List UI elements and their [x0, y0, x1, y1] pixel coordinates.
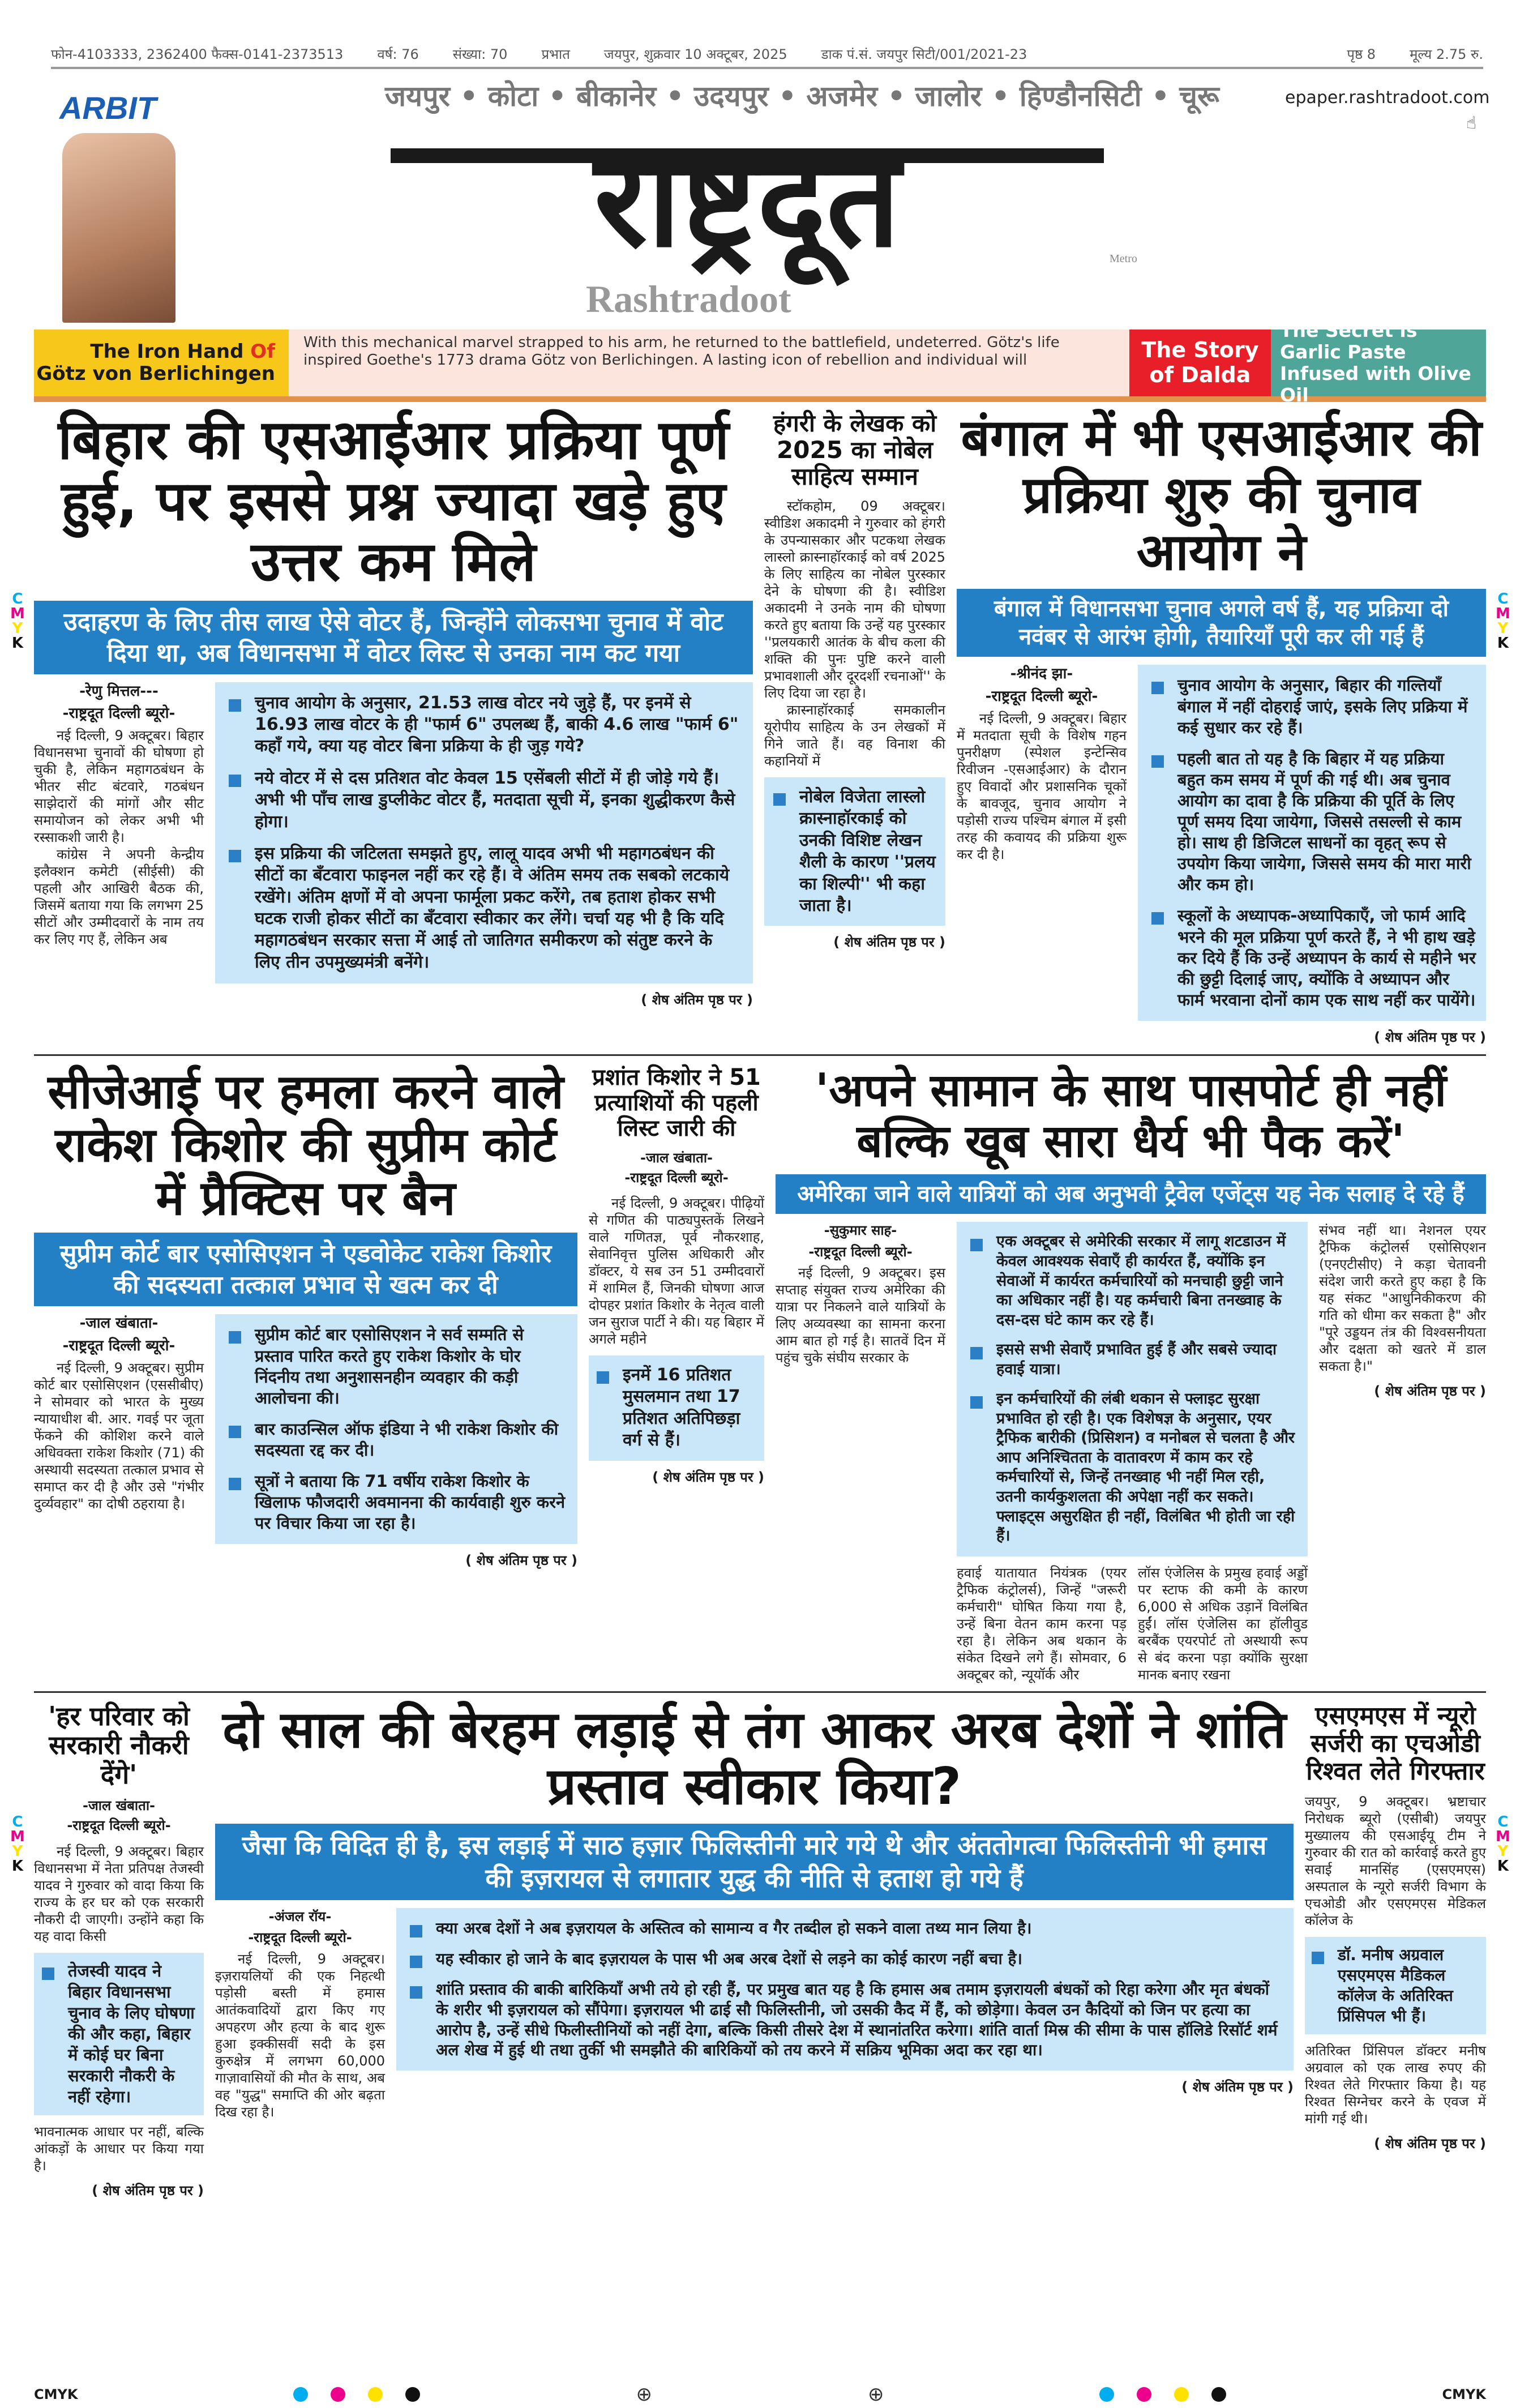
highlights-box — [1138, 665, 1486, 1021]
highlight: इन कर्मचारियों की लंबी थकान से फ्लाइट सुरक्षा प्रभावित हो रही है। एक विशेषज्ञ के अनुसार, एयर ट्रैफिक बारीकी (प्रिसिशन) व मनोबल से चलता है और आप अनिश्चितता के वातावरण में काम कर रहे कर्मचारियों से, जिन्हें तनख्वाह भी नहीं मिल रही, उतनी कार्यकुशलता की अपेक्षा नहीं कर सकते। फ्लाइट्स असुरक्षित ही नहीं, विलंबित भी होती जा रही हैं। — [967, 1389, 1297, 1546]
highlight: यह स्वीकार हो जाने के बाद इज़रायल के पास भी अब अरब देशों से लड़ने का कोई कारण नहीं बचा है। — [406, 1949, 1283, 1969]
headline[interactable]: प्रशांत किशोर ने 51 प्रत्याशियों की पहली लिस्ट जारी की — [592, 1064, 761, 1141]
highlight: स्कूलों के अध्यापक-अध्यापिकाएँ, जो फार्म आदि भरने की मूल प्रक्रिया पूर्ण करते हैं, ने भी हाथ खड़े कर दिये हैं कि उन्हें अध्यापन के कार्य से महीने भर की छुट्टी दिलाई जाए, क्योंकि वे अध्यापन और फार्म भरवाना दोनों काम एक साथ नहीं कर पायेंगे। — [1148, 905, 1476, 1011]
deck: उदाहरण के लिए तीस लाख ऐसे वोटर हैं, जिन्होंने लोकसभा चुनाव में वोट दिया था, अब विधानसभा में वोटर लिस्ट से उनका नाम कट गया — [34, 601, 753, 674]
article-bihar-sir — [34, 410, 753, 1009]
highlight: सूत्रों ने बताया कि 71 वर्षीय राकेश किशोर के खिलाफ फौजदारी अवमानना की कार्यवाही शुरु करने पर विचार किया जा रहा है। — [225, 1471, 567, 1534]
page-count: पृष्ठ 8 — [1347, 46, 1376, 62]
highlight: नये वोटर में से दस प्रतिशत वोट केवल 15 एसेंबली सीटों में ही जोड़े गये हैं। अभी भी पाँच लाख डुप्लीकेट वोटर हैं, मतदाता सूची में, इनका शुद्धीकरण कैसे होगा। — [225, 768, 743, 833]
highlights-box — [1305, 1937, 1486, 2034]
promo-of: Of — [250, 340, 275, 363]
pointer-hand-icon: ☝ — [1466, 113, 1477, 133]
year: वर्ष: 76 — [377, 46, 419, 62]
deck: बंगाल में विधानसभा चुनाव अगले वर्ष हैं, यह प्रक्रिया दो नवंबर से आरंभ होगी, तैयारियाँ पूरी कर ली गई हैं — [957, 589, 1486, 657]
article-sms-bribe — [1305, 1702, 1486, 2153]
english-title: Rashtradoot — [586, 277, 791, 320]
deck: जैसा कि विदित ही है, इस लड़ाई में साठ हज़ार फिलिस्तीनी मारे गये थे और अंततोगत्वा फिलिस्तीनी भी हमास की इज़रायल से लगातार युद्ध की नीति से हताश हो गये हैं — [215, 1824, 1294, 1900]
highlight: तेजस्वी यादव ने बिहार विधानसभा चुनाव के लिए घोषणा की और कहा, बिहार में कोई घर बिना सरकारी नौकरी के नहीं रहेगा। — [38, 1961, 199, 2108]
highlight: शांति प्रस्ताव की बाकी बारिकियाँ अभी तये हो रही हैं, पर प्रमुख बात यह है कि हमास अब तमाम इज़रायली बंधकों को रिहा करेगा और मृत बंधकों के शरीर भी इज़रायल को सौंपेगा। इज़रायल भी ढाई सौ फिलिस्तीनी, जो उसकी कैद में हैं, को छोड़ेगा। केवल उन कैदियों को जिन पर हत्या का आरोप है, उन्हें सीधे फिलीस्तीनियों को नहीं देगा, बल्कि किसी तीसरे देश में स्थानांतरित करेगा। शांति वार्ता मिस्र की सीमा के पास हॉलिडे रिसॉर्ट शर्म अल शेख में हुई थी तथा तुर्की भी समझौते की बारिकियों को तय करने में सक्रिय भूमिका अदा कर रहा था। — [406, 1979, 1283, 2060]
article-nobel — [764, 410, 945, 952]
section-middle — [34, 1054, 1486, 1691]
epaper-link[interactable]: epaper.rashtradoot.com — [1285, 88, 1490, 108]
metro-label: Metro — [1110, 253, 1137, 265]
highlight: इससे सभी सेवाएँ प्रभावित हुई हैं और सबसे ज्यादा हवाई यात्रा। — [967, 1340, 1297, 1379]
highlights-box — [396, 1908, 1294, 2071]
section-top — [34, 410, 1486, 1054]
article-body: भावनात्मक आधार पर नहीं, बल्कि आंकड़ों के आधार पर किया गया है। — [34, 2124, 204, 2174]
promo-subtitle: Götz von Berlichingen — [36, 362, 275, 385]
highlights-box — [589, 1355, 764, 1461]
continued-note[interactable]: ( शेष अंतिम पृष्ठ पर ) — [641, 992, 753, 1008]
continued-note[interactable]: ( शेष अंतिम पृष्ठ पर ) — [652, 1469, 764, 1485]
article-body: नई दिल्ली, 9 अक्टूबर। बिहार में मतदाता सूची के विशेष गहन पुनरीक्षण (स्पेशल इन्टेन्सिव रिवीजन -एसआईआर) के दौरान हुए विवादों और प्रशासनिक चूकों के बावजूद, चुनाव आयोग ने पड़ोसी राज्य पश्चिम बंगाल में इसी तरह की कवायद की प्रक्रिया शुरू कर दी है। — [957, 710, 1127, 862]
date: जयपुर, शुक्रवार 10 अक्टूबर, 2025 — [603, 46, 787, 62]
cmyk-label: CMYK — [34, 2386, 78, 2402]
highlight: एक अक्टूबर से अमेरिकी सरकार में लागू शटडाउन में केवल आवश्यक सेवाएँ ही कार्यरत हैं, क्योंकि इन सेवाओं में कार्यरत कर्मचारियों को मनचाही छुट्टी जाने का अधिकार नहीं है। यह कर्मचारी बिना तनख्वाह के दस-दस घंटे काम कर रहे हैं। — [967, 1232, 1297, 1330]
byline: -जाल खंबाता- -राष्ट्रदूत दिल्ली ब्यूरो- — [67, 1798, 171, 1834]
article-body: स्टॉकहोम, 09 अक्टूबर। स्वीडिश अकादमी ने गुरुवार को हंगरी के उपन्यासकार और पटकथा लेखक लास्लो क्रास्नाहॉरकाई को वर्ष 2025 के लिए साहित्य का नोबेल पुरस्कार देने के घोषणा की है। स्वीडिश अकादमी ने उनके नाम की घोषणा करते हुए बताया कि उन्हें यह पुरस्कार ''प्रलयकारी आतंक के बीच कला की शक्ति की पुनः पुष्टि करने वाली प्रभावशाली और दूरदर्शी रचनाओं'' के लिए दिया जा रहा है। क्रास्नाहॉरकाई समकालीन यूरोपीय साहित्य के उन लेखकों में गिने जाते हैं। वह विनाश की कहानियों में — [764, 498, 945, 769]
article-tejashwi — [34, 1702, 204, 2200]
price: मूल्य 2.75 रु. — [1410, 46, 1483, 62]
yellow-dot — [368, 2387, 383, 2402]
cyan-dot — [1099, 2387, 1114, 2402]
article-body: नई दिल्ली, 9 अक्टूबर। बिहार विधानसभा में नेता प्रतिपक्ष तेजस्वी यादव ने गुरुवार को वादा किया कि राज्य के हर घर को एक सरकारी नौकरी दी जाएगी। उन्होंने कहा कि यह वादा किसी — [34, 1843, 204, 1944]
promo-title: The Iron Hand — [90, 340, 244, 363]
article-body: अतिरिक्त प्रिंसिपल डॉक्टर मनीष अग्रवाल को एक लाख रुपए की रिश्वत लेते गिरफ्तार किया है। यह रिश्वत सिग्नेचर करने के एवज में मांगी गई थी। — [1305, 2042, 1486, 2127]
article-body: नई दिल्ली, 9 अक्टूबर। बिहार विधानसभा चुनावों की घोषणा हो चुकी है, लेकिन महागठबंधन के भीतर सीट बंटवारे, गठबंधन साझेदारों की मांगों और सीट समायोजन को लेकर अभी भी रस्साकशी जारी है। कांग्रेस ने अपनी केन्द्रीय इलैक्शन कमेटी (सीईसी) की पहली और आखिरी बैठक की, जिसमें बताया गया कि लगभग 25 सीटों और उम्मीदवारों के नाम तय कर लिए गए हैं, लेकिन अब — [34, 728, 204, 948]
byline: -जाल खंबाता- -राष्ट्रदूत दिल्ली ब्यूरो- नई दिल्ली, 9 अक्टूबर। सुप्रीम कोर्ट बार एसोसिएशन (एससीबीए) ने सोमवार को भारत के मुख्य न्यायाधीश बी. आर. गवई पर जूता फेंकने की कोशिश करने वाले अधिवक्ता राकेश किशोर (71) की अस्थायी सदस्यता तत्काल प्रभाव से समाप्त कर दी है और उसे "गंभीर दुर्व्यवहार" का दोषी ठहराया है। — [34, 1315, 204, 1512]
article-body: नई दिल्ली, 9 अक्टूबर। इज़रायलियों की एक निहत्थी पड़ोसी बस्ती में हमास आतंकवादियों द्वारा किए गए अपहरण और हत्या के बाद शुरू हुआ इक्कीसवीं सदी के इस कुरुक्षेत्र में लगभग 60,000 गाज़ावासियों की मौत के साथ, अब वह "युद्ध" समाप्ति की ओर बढ़ता दिख रहा है। — [215, 1951, 385, 2120]
garlic-promo[interactable]: The Secret is Garlic Paste Infused with Olive Oil — [1271, 330, 1486, 396]
article-body: जयपुर, 9 अक्टूबर। भ्रष्टाचार निरोधक ब्यूरो (एसीबी) जयपुर मुख्यालय की एसआईयू टीम ने गुरुवार की रात को कार्रवाई करते हुए सवाई मानसिंह (एसएमएस) अस्पताल के न्यूरो सर्जरी विभाग के एचओडी और एसएमएस मेडिकल कॉलेज के — [1305, 1794, 1486, 1929]
postal-reg: डाक पं.सं. जयपुर सिटी/001/2021-23 — [821, 46, 1027, 62]
continued-note[interactable]: ( शेष अंतिम पृष्ठ पर ) — [833, 934, 945, 951]
highlight: क्या अरब देशों ने अब इज़रायल के अस्तित्व को सामान्य व गैर तब्दील हो सकने वाला तथ्य मान लिया है। — [406, 1918, 1283, 1939]
highlight: बार काउन्सिल ऑफ इंडिया ने भी राकेश किशोर की सदस्यता रद्द कर दी। — [225, 1419, 567, 1461]
highlight: चुनाव आयोग के अनुसार, बिहार की गल्तियाँ बंगाल में नहीं दोहराई जाएं, इसके लिए प्रक्रिया में कई सुधार कर रहे हैं। — [1148, 675, 1476, 738]
article-body: लॉस एंजेलिस के प्रमुख हवाई अड्डों पर स्टाफ की कमी के कारण 6,000 से अधिक उड़ानें विलंबित हुईं। लॉस एंजेलिस का हॉलीवुड बरबैंक एयरपोर्ट तो अस्थायी रूप से बंद करना पड़ा क्योंकि सुरक्षा मानक बनाए रखना — [1138, 1564, 1308, 1683]
highlight: डॉ. मनीष अग्रवाल एसएमएस मैडिकल कॉलेज के अतिरिक्त प्रिंसिपल भी हैं। — [1308, 1945, 1483, 2026]
iron-hand-promo[interactable] — [34, 330, 289, 396]
continued-note[interactable]: ( शेष अंतिम पृष्ठ पर ) — [1374, 1029, 1486, 1046]
issue-number: संख्या: 70 — [452, 46, 508, 62]
continued-note[interactable]: ( शेष अंतिम पृष्ठ पर ) — [1181, 2079, 1294, 2095]
highlight: नोबेल विजेता लास्लो क्रास्नाहॉरकाई को उनकी विशिष्ट लेखन शैली के कारण ''प्रलय का शिल्पी'' भी कहा जाता है। — [770, 786, 940, 917]
byline: -जाल खंबाता- -राष्ट्रदूत दिल्ली ब्यूरो- — [624, 1149, 729, 1186]
highlights-box — [215, 1314, 577, 1544]
color-dots — [293, 2387, 420, 2402]
headline[interactable]: दो साल की बेरहम लड़ाई से तंग आकर अरब देशों ने शांति प्रस्ताव स्वीकार किया? — [222, 1700, 1286, 1817]
dateline-strip — [51, 46, 1483, 69]
continued-note[interactable]: ( शेष अंतिम पृष्ठ पर ) — [92, 2183, 204, 2199]
article-body: नई दिल्ली, 9 अक्टूबर। इस सप्ताह संयुक्त राज्य अमेरिका की यात्रा पर निकलने वाले यात्रियों के लिए अव्यवस्था का सामना करना आम बात हो गई है। सातवें दिन में पहुंच चुके संघीय सरकार के — [776, 1264, 945, 1366]
black-dot — [405, 2387, 420, 2402]
continued-note[interactable]: ( शेष अंतिम पृष्ठ पर ) — [1374, 1383, 1486, 1400]
highlight: सुप्रीम कोर्ट बार एसोसिएशन ने सर्व सम्मति से प्रस्ताव पारित करते हुए राकेश किशोर के घोर निंदनीय तथा अनुशासनहीन व्यवहार की कड़ी आलोचना की। — [225, 1324, 567, 1408]
highlights-box — [34, 1953, 204, 2116]
cmyk-mark: C M Y K — [1496, 591, 1510, 652]
byline: -श्रीनंद झा- -राष्ट्रदूत दिल्ली ब्यूरो- नई दिल्ली, 9 अक्टूबर। बिहार में मतदाता सूची के विशेष गहन पुनरीक्षण (स्पेशल इन्टेन्सिव रिवीजन -एसआईआर) के दौरान हुए विवादों और प्रशासनिक चूकों के बावजूद, चुनाव आयोग ने पड़ोसी राज्य पश्चिम बंगाल में इसी तरह की कवायद की प्रक्रिया शुरू कर दी है। — [957, 665, 1127, 862]
black-dot — [1211, 2387, 1226, 2402]
article-bengal-sir — [957, 410, 1486, 1046]
newspaper-title: राष्ट्रदूत — [594, 125, 901, 276]
article-gaza-peace — [215, 1702, 1294, 2120]
highlights-box — [764, 777, 945, 926]
headline[interactable]: सीजेआई पर हमला करने वाले राकेश किशोर की सुप्रीम कोर्ट में प्रैक्टिस पर बैन — [48, 1064, 564, 1226]
cmyk-mark: C M Y K — [1496, 1814, 1510, 1875]
highlight: चुनाव आयोग के अनुसार, 21.53 लाख वोटर नये जुड़े हैं, पर इनमें से 16.93 लाख वोटर के ही "फार्म 6" उपलब्ध हैं, बाकी 4.6 लाख "फार्म 6" कहाँ गये, क्या यह वोटर बिना प्रक्रिया के ही जुड़ गये? — [225, 692, 743, 758]
deck: अमेरिका जाने वाले यात्रियों को अब अनुभवी ट्रैवेल एजेंट्स यह नेक सलाह दे रहे हैं — [776, 1174, 1486, 1214]
registration-mark-icon: ⊕ — [636, 2383, 652, 2406]
promo-text: With this mechanical marvel strapped to his arm, he returned to the battlefield, undeterred. Götz's life inspired Goethe's 1773 drama Götz von Berlichingen. A lasting icon of rebellion and individual will — [289, 330, 1129, 396]
section-bottom — [34, 1691, 1486, 2208]
headline[interactable]: बंगाल में भी एसआईआर की प्रक्रिया शुरु की चुनाव आयोग ने — [961, 408, 1482, 582]
headline[interactable]: बिहार की एसआईआर प्रक्रिया पूर्ण हुई, पर इससे प्रश्न ज्यादा खड़े हुए उत्तर कम मिले — [58, 408, 729, 594]
highlights-box — [215, 682, 753, 984]
byline: -अंजल रॉय- -राष्ट्रदूत दिल्ली ब्यूरो- नई दिल्ली, 9 अक्टूबर। इज़रायलियों की एक निहत्थी पड़ोसी बस्ती में हमास आतंकवादियों द्वारा किए गए अपहरण और हत्या के बाद शुरू हुआ इक्कीसवीं सदी के इस कुरुक्षेत्र में लगभग 60,000 गाज़ावासियों की मौत के साथ, अब वह "युद्ध" समाप्ति की ओर बढ़ता दिख रहा है। — [215, 1909, 385, 2120]
registration-mark-icon: ⊕ — [867, 2383, 884, 2406]
color-dots — [1099, 2387, 1226, 2402]
headline[interactable]: 'अपने सामान के साथ पासपोर्ट ही नहीं बल्कि खूब सारा धैर्य भी पैक करें' — [815, 1064, 1447, 1167]
print-registration-footer — [34, 2383, 1486, 2406]
magenta-dot — [331, 2387, 345, 2402]
magenta-dot — [1137, 2387, 1151, 2402]
headline[interactable]: हंगरी के लेखक को 2025 का नोबेल साहित्य सम्मान — [773, 409, 937, 491]
edition-cities: जयपुर • कोटा • बीकानेर • उदयपुर • अजमेर • जालोर • हिण्डौनसिटी • चूरू — [385, 80, 1219, 113]
continued-note[interactable]: ( शेष अंतिम पृष्ठ पर ) — [1374, 2135, 1486, 2152]
cyan-dot — [293, 2387, 308, 2402]
continued-note[interactable]: ( शेष अंतिम पृष्ठ पर ) — [465, 1552, 577, 1569]
promo-banner — [34, 319, 1486, 406]
article-body: नई दिल्ली, 9 अक्टूबर। सुप्रीम कोर्ट बार एसोसिएशन (एससीबीए) ने सोमवार को भारत के मुख्य न्यायाधीश बी. आर. गवई पर जूता फेंकने की कोशिश करने वाले अधिवक्ता राकेश किशोर (71) की अस्थायी सदस्यता तत्काल प्रभाव से समाप्त कर दी है और उसे "गंभीर दुर्व्यवहार" का दोषी ठहराया है। — [34, 1360, 204, 1512]
article-body: हवाई यातायात नियंत्रक (एयर ट्रैफिक कंट्रोलर्स), जिन्हें "जरूरी कर्मचारी" घोषित किया गया है, उन्हें बिना वेतन काम करना पड़ रहा है। लेकिन अब थकान के संकेत दिखने लगे हैं। सोमवार, 6 अक्टूबर को, न्यूयॉर्क और — [957, 1564, 1127, 1683]
cmyk-mark: C M Y K — [10, 1814, 25, 1875]
headline[interactable]: एसएमएस में न्यूरो सर्जरी का एचओडी रिश्वत लेते गिरफ्तार — [1306, 1701, 1485, 1786]
article-body: नई दिल्ली, 9 अक्टूबर। पीढ़ियों से गणित की पाठ्यपुस्तकें लिखने वाले गणितज्ञ, पूर्व नौकरशाह, सेवानिवृत्त पुलिस अधिकारी और डॉक्टर, ये सब उन 51 उम्मीदवारों में शामिल हैं, जिनकी घोषणा आज दोपहर प्रशांत किशोर के नेतृत्व वाली जन सुराज पार्टी ने की। यह बिहार में अगले महीने — [589, 1195, 764, 1347]
cmyk-mark: C M Y K — [10, 591, 25, 652]
dalda-promo[interactable]: The Story of Dalda — [1129, 330, 1271, 396]
article-us-travel — [776, 1065, 1486, 1683]
cmyk-label: CMYK — [1442, 2386, 1486, 2402]
highlight: इस प्रक्रिया की जटिलता समझते हुए, लालू यादव अभी भी महागठबंधन की सीटों का बँटवारा फाइनल नहीं कर रहे हैं। वे अंतिम समय तक सबको लटकाये रखेंगे। अंतिम क्षणों में वो अपना फार्मूला प्रकट करेंगे, तब हताश होकर सभी घटक राजी होकर सीटों का बँटवारा स्वीकार कर लेंगे। चर्चा यह भी है कि यदि महागठबंधन सरकार सत्ता में आई तो जातिगत समीकरण को संतुष्ट करने के लिए तीन उपमुख्यमंत्री बनेंगे। — [225, 843, 743, 973]
article-body: संभव नहीं था। नेशनल एयर ट्रैफिक कंट्रोलर्स एसोसिएशन (एनएटीसीए) ने कड़ा चेतावनी संदेश जारी करते हुए कहा है कि यह संकट "आधुनिकीकरण की गति को धीमा कर सकता है" और "पूरे उड्डयन तंत्र की विश्वसनीयता और दक्षता को खतरे में डाल सकता है।" — [1319, 1222, 1486, 1375]
highlight: पहली बात तो यह है कि बिहार में यह प्रक्रिया बहुत कम समय में पूर्ण की गई थी। अब चुनाव आयोग का दावा है कि प्रक्रिया की पूर्ति के लिए पूर्ण समय दिया जायेगा, जिससे तसल्ली से काम हो। साथ ही डिजिटल साधनों का वृहत् रूप से उपयोग किया जायेगा, जिससे समय की मारा मारी और कम हो। — [1148, 749, 1476, 896]
byline: -रेणु मित्तल--- -राष्ट्रदूत दिल्ली ब्यूरो- नई दिल्ली, 9 अक्टूबर। बिहार विधानसभा चुनावों की घोषणा हो चुकी है, लेकिन महागठबंधन के भीतर सीट बंटवारे, गठबंधन साझेदारों की मांगों और सीट समायोजन को लेकर अभी भी रस्साकशी जारी है। कांग्रेस ने अपनी केन्द्रीय इलैक्शन कमेटी (सीईसी) की पहली और आखिरी बैठक की, जिसमें बताया गया कि लगभग 25 सीटों और उम्मीदवारों के नाम तय कर लिए गए हैं, लेकिन अब — [34, 682, 204, 948]
iron-hand-statue-image — [62, 133, 175, 323]
yellow-dot — [1174, 2387, 1189, 2402]
front-page-content — [34, 410, 1486, 2406]
article-cji-attack — [34, 1065, 577, 1569]
headline[interactable]: 'हर परिवार को सरकारी नौकरी देंगे' — [48, 1700, 190, 1790]
byline: -सुकुमार साह- -राष्ट्रदूत दिल्ली ब्यूरो- नई दिल्ली, 9 अक्टूबर। इस सप्ताह संयुक्त राज्य अमेरिका की यात्रा पर निकलने वाले यात्रियों के लिए अव्यवस्था का सामना करना आम बात हो गई है। सातवें दिन में पहुंच चुके संघीय सरकार के — [776, 1222, 945, 1366]
article-prashant-kishor — [589, 1065, 764, 1486]
edition: प्रभात — [541, 46, 570, 62]
contact-info: फोन-4103333, 2362400 फैक्स-0141-2373513 — [51, 46, 344, 62]
arbit-logo: ARBIT — [59, 90, 157, 126]
highlights-box — [957, 1222, 1308, 1556]
highlight: इनमें 16 प्रतिशत मुसलमान तथा 17 प्रतिशत अतिपिछड़ा वर्ग से हैं। — [593, 1365, 760, 1452]
deck: सुप्रीम कोर्ट बार एसोसिएशन ने एडवोकेट राकेश किशोर की सदस्यता तत्काल प्रभाव से खत्म कर दी — [34, 1233, 577, 1306]
